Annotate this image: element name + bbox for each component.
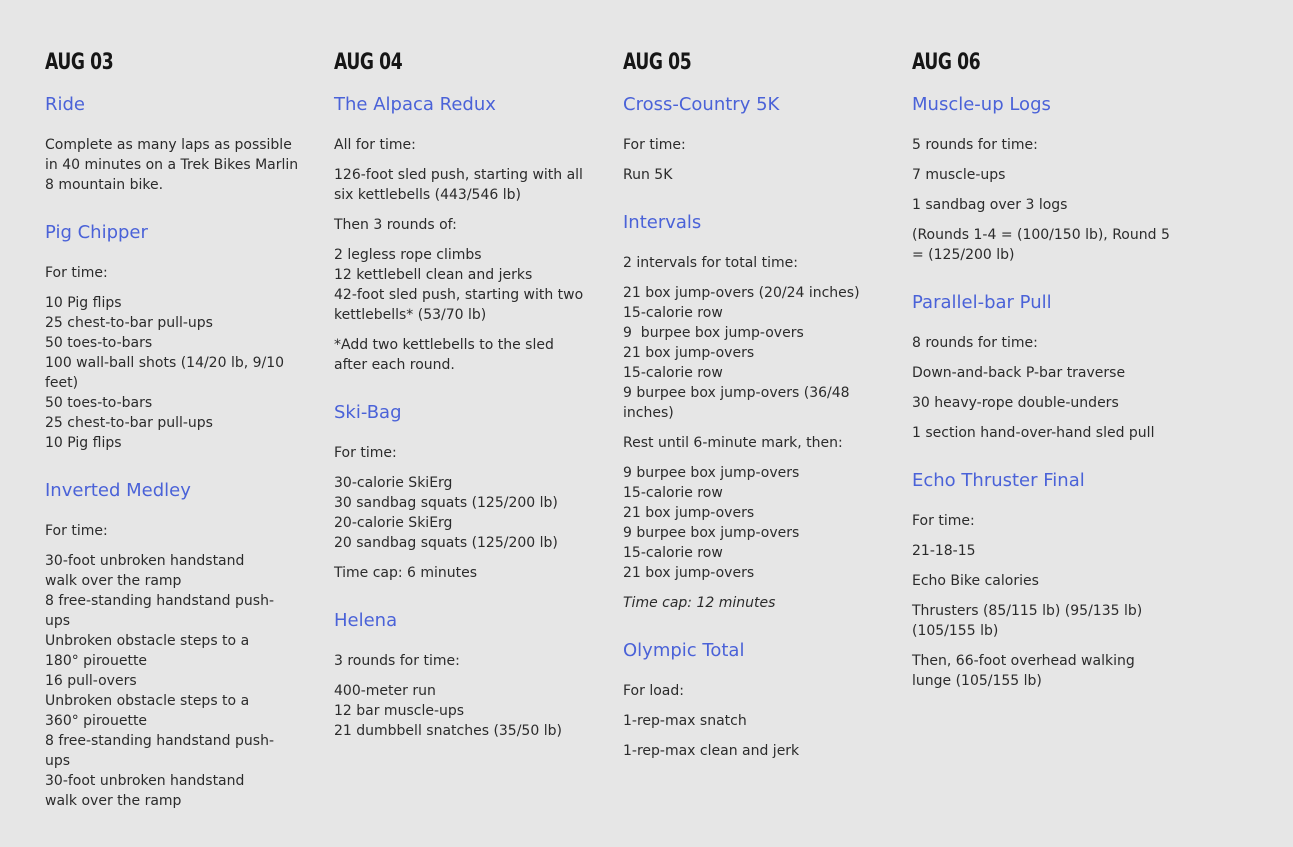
workout-ski-bag <box>334 402 599 583</box>
workout-title-link[interactable]: Olympic Total <box>623 640 745 661</box>
workout-muscle-up-logs <box>912 94 1177 265</box>
workout-text: 9 burpee box jump-overs 15-calorie row 21 box jump-overs 9 burpee box jump-overs 15-calorie row 21 box jump-overs <box>623 465 800 581</box>
workout-text: 1 section hand-over-hand sled pull <box>912 425 1155 441</box>
workout-text: 3 rounds for time: <box>334 653 460 669</box>
workout-text: Time cap: 6 minutes <box>334 565 478 581</box>
workout-text: 21 box jump-overs (20/24 inches) 15-calorie row 9 burpee box jump-overs 21 box jump-overs 15-calorie row 9 burpee box jump-overs (36/48 inches) <box>623 285 860 421</box>
workout-text: Run 5K <box>623 167 673 183</box>
workout-text: 2 intervals for total time: <box>623 255 798 271</box>
workout-description <box>623 135 888 185</box>
workout-the-alpaca-redux <box>334 94 599 375</box>
workout-description <box>912 135 1177 265</box>
workout-helena <box>334 610 599 741</box>
workout-description <box>334 651 599 741</box>
workout-text: Down-and-back P-bar traverse <box>912 365 1126 381</box>
workout-text: Rest until 6-minute mark, then: <box>623 435 843 451</box>
workout-title-link[interactable]: Echo Thruster Final <box>912 470 1085 491</box>
workout-text: (Rounds 1-4 = (100/150 lb), Round 5 = (125/200 lb) <box>912 227 1170 263</box>
workout-text: For time: <box>45 523 108 539</box>
time-cap-note: Time cap: 12 minutes <box>623 595 776 611</box>
workout-description <box>334 135 599 375</box>
workout-text: 30 heavy-rope double-unders <box>912 395 1119 411</box>
workout-text: For time: <box>334 445 397 461</box>
day-column-aug-03 <box>45 48 310 821</box>
workout-text: For time: <box>623 137 686 153</box>
workout-text: 2 legless rope climbs 12 kettlebell clean and jerks 42-foot sled push, starting with two kettlebells* (53/70 lb) <box>334 247 584 323</box>
workout-text: 30-foot unbroken handstand walk over the ramp 8 free-standing handstand push- ups Unbroken obstacle steps to a 180° pirouette 16 pull-overs Unbroken obstacle steps to a 360° pirouette 8 free-standing handstand push- ups 30-foot unbroken handstand walk over the ramp <box>45 553 274 809</box>
workout-text: *Add two kettlebells to the sled after each round. <box>334 337 554 373</box>
workout-text: 126-foot sled push, starting with all six kettlebells (443/546 lb) <box>334 167 583 203</box>
workout-description <box>45 521 310 811</box>
workout-text: 21-18-15 <box>912 543 976 559</box>
workout-text: For time: <box>912 513 975 529</box>
workout-title-link[interactable]: Helena <box>334 610 398 631</box>
workout-cross-country-5k <box>623 94 888 185</box>
workout-text: Complete as many laps as possible in 40 minutes on a Trek Bikes Marlin 8 mountain bike. <box>45 137 299 193</box>
workout-description <box>623 681 888 761</box>
workout-inverted-medley <box>45 480 310 811</box>
workout-title-link[interactable]: Inverted Medley <box>45 480 191 501</box>
workout-description <box>623 253 888 613</box>
workout-title-link[interactable]: Parallel-bar Pull <box>912 292 1052 313</box>
workout-ride <box>45 94 310 195</box>
workout-text: 30-calorie SkiErg 30 sandbag squats (125/200 lb) 20-calorie SkiErg 20 sandbag squats (125/200 lb) <box>334 475 558 551</box>
workout-text: All for time: <box>334 137 416 153</box>
workout-echo-thruster-final <box>912 470 1177 691</box>
workout-description <box>334 443 599 583</box>
workout-title-link[interactable]: The Alpaca Redux <box>334 94 496 115</box>
day-date: AUG 03 <box>45 50 114 75</box>
workout-text: 8 rounds for time: <box>912 335 1038 351</box>
day-date: AUG 04 <box>334 50 403 75</box>
workout-title-link[interactable]: Ride <box>45 94 86 115</box>
day-date: AUG 06 <box>912 50 981 75</box>
workout-text: 5 rounds for time: <box>912 137 1038 153</box>
workout-parallel-bar-pull <box>912 292 1177 443</box>
day-column-aug-06 <box>912 48 1177 701</box>
workout-title-link[interactable]: Cross-Country 5K <box>623 94 780 115</box>
workout-text: 1 sandbag over 3 logs <box>912 197 1068 213</box>
day-date: AUG 05 <box>623 50 692 75</box>
workout-text: Echo Bike calories <box>912 573 1039 589</box>
workout-description <box>45 263 310 453</box>
workout-text: 10 Pig flips 25 chest-to-bar pull-ups 50 toes-to-bars 100 wall-ball shots (14/20 lb, 9/10 feet) 50 toes-to-bars 25 chest-to-bar pull-ups 10 Pig flips <box>45 295 285 451</box>
workout-description <box>45 135 310 195</box>
day-column-aug-05 <box>623 48 888 771</box>
workout-intervals <box>623 212 888 613</box>
workout-text: 400-meter run 12 bar muscle-ups 21 dumbbell snatches (35/50 lb) <box>334 683 562 739</box>
workout-text: Then 3 rounds of: <box>334 217 457 233</box>
workout-title-link[interactable]: Muscle-up Logs <box>912 94 1051 115</box>
workout-olympic-total <box>623 640 888 761</box>
workout-text: 1-rep-max snatch <box>623 713 747 729</box>
workout-title-link[interactable]: Pig Chipper <box>45 222 148 243</box>
workout-text: 1-rep-max clean and jerk <box>623 743 800 759</box>
day-column-aug-04 <box>334 48 599 751</box>
workout-text: For time: <box>45 265 108 281</box>
workout-description <box>912 333 1177 443</box>
workout-text: Thrusters (85/115 lb) (95/135 lb) (105/155 lb) <box>912 603 1143 639</box>
workout-title-link[interactable]: Ski-Bag <box>334 402 402 423</box>
workout-pig-chipper <box>45 222 310 453</box>
workout-text: 7 muscle-ups <box>912 167 1006 183</box>
workout-title-link[interactable]: Intervals <box>623 212 702 233</box>
workout-text: Then, 66-foot overhead walking lunge (105/155 lb) <box>912 653 1135 689</box>
workout-text: For load: <box>623 683 684 699</box>
workout-description <box>912 511 1177 691</box>
